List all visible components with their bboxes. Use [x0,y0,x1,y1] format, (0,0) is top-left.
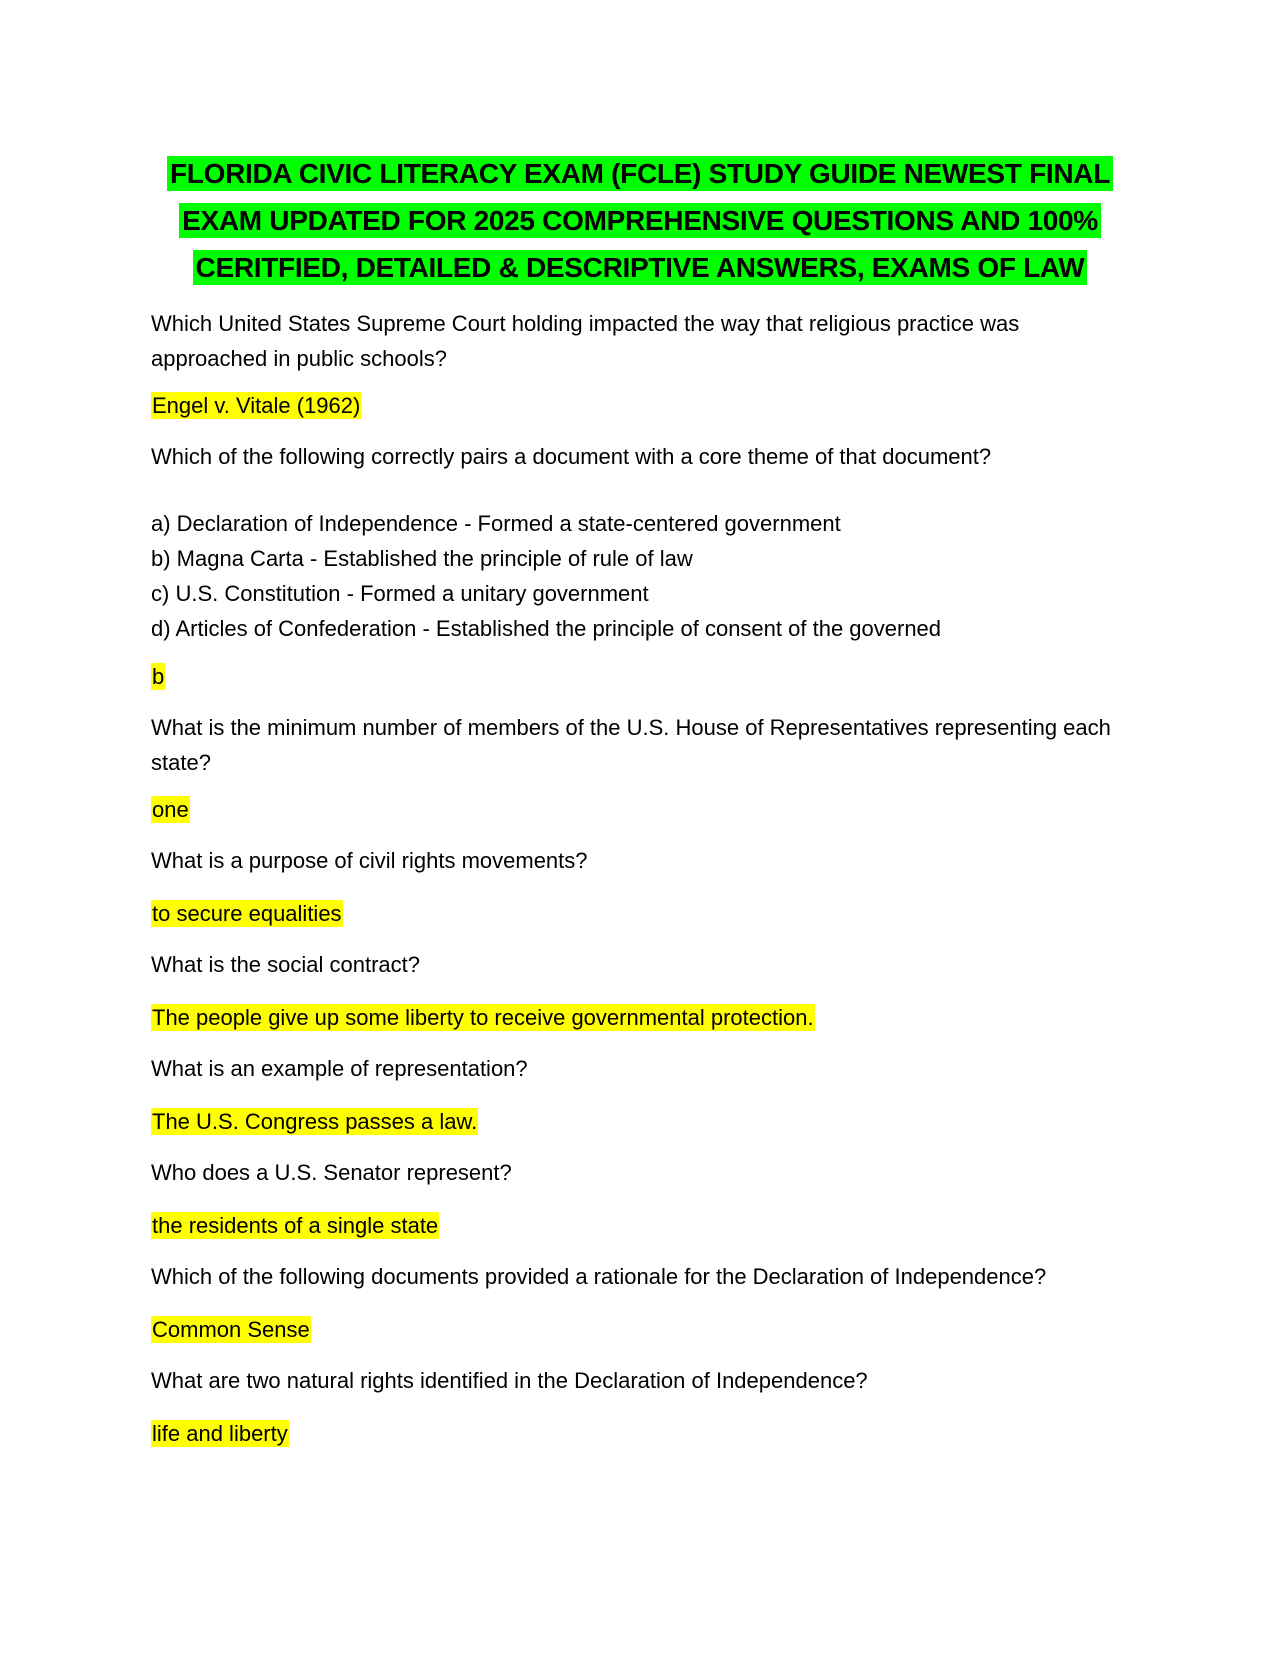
document-title [150,150,1130,291]
question-7: Who does a U.S. Senator represent? [151,1160,512,1185]
question-9: What are two natural rights identified in the Declaration of Independence? [151,1368,868,1393]
question-1: Which United States Supreme Court holding impacted the way that religious practice was approached in public schools? [151,311,1020,371]
answer-4: to secure equalities [152,901,342,926]
title-line-3: CERITFIED, DETAILED & DESCRIPTIVE ANSWERS, EXAMS OF LAW [193,250,1088,285]
answer-4-line [151,896,1111,931]
answer-2: b [152,664,165,689]
title-line-1: FLORIDA CIVIC LITERACY EXAM (FCLE) STUDY GUIDE NEWEST FINAL [167,156,1113,191]
answer-7: the residents of a single state [152,1213,439,1238]
option-b: b) Magna Carta - Established the principle of rule of law [151,546,693,571]
answer-1: Engel v. Vitale (1962) [152,393,361,418]
answer-3: one [152,797,189,822]
question-5: What is the social contract? [151,952,421,977]
answer-6-line [151,1104,1111,1139]
answer-6: The U.S. Congress passes a law. [152,1109,478,1134]
question-3: What is the minimum number of members of the U.S. House of Representatives representing each state? [151,715,1111,775]
answer-3-line [151,792,1111,827]
title-line-2: EXAM UPDATED FOR 2025 COMPREHENSIVE QUESTIONS AND 100% [179,203,1101,238]
answer-9-line [151,1416,1111,1451]
option-c: c) U.S. Constitution - Formed a unitary government [151,581,649,606]
option-a: a) Declaration of Independence - Formed a state-centered government [151,511,841,536]
question-4: What is a purpose of civil rights movements? [151,848,588,873]
question-6: What is an example of representation? [151,1056,528,1081]
answer-8: Common Sense [152,1317,310,1342]
answer-1-line [151,388,1111,423]
question-2: Which of the following correctly pairs a document with a core theme of that document? [151,444,992,469]
answer-9: life and liberty [152,1421,288,1446]
answer-8-line [151,1312,1111,1347]
question-2-options [151,506,1111,646]
answer-2-line [151,659,1111,694]
option-d: d) Articles of Confederation - Established the principle of consent of the governed [151,616,942,641]
answer-5-line [151,1000,1111,1035]
answer-5: The people give up some liberty to receive governmental protection. [152,1005,814,1030]
answer-7-line [151,1208,1111,1243]
question-8: Which of the following documents provided a rationale for the Declaration of Independence? [151,1264,1047,1289]
